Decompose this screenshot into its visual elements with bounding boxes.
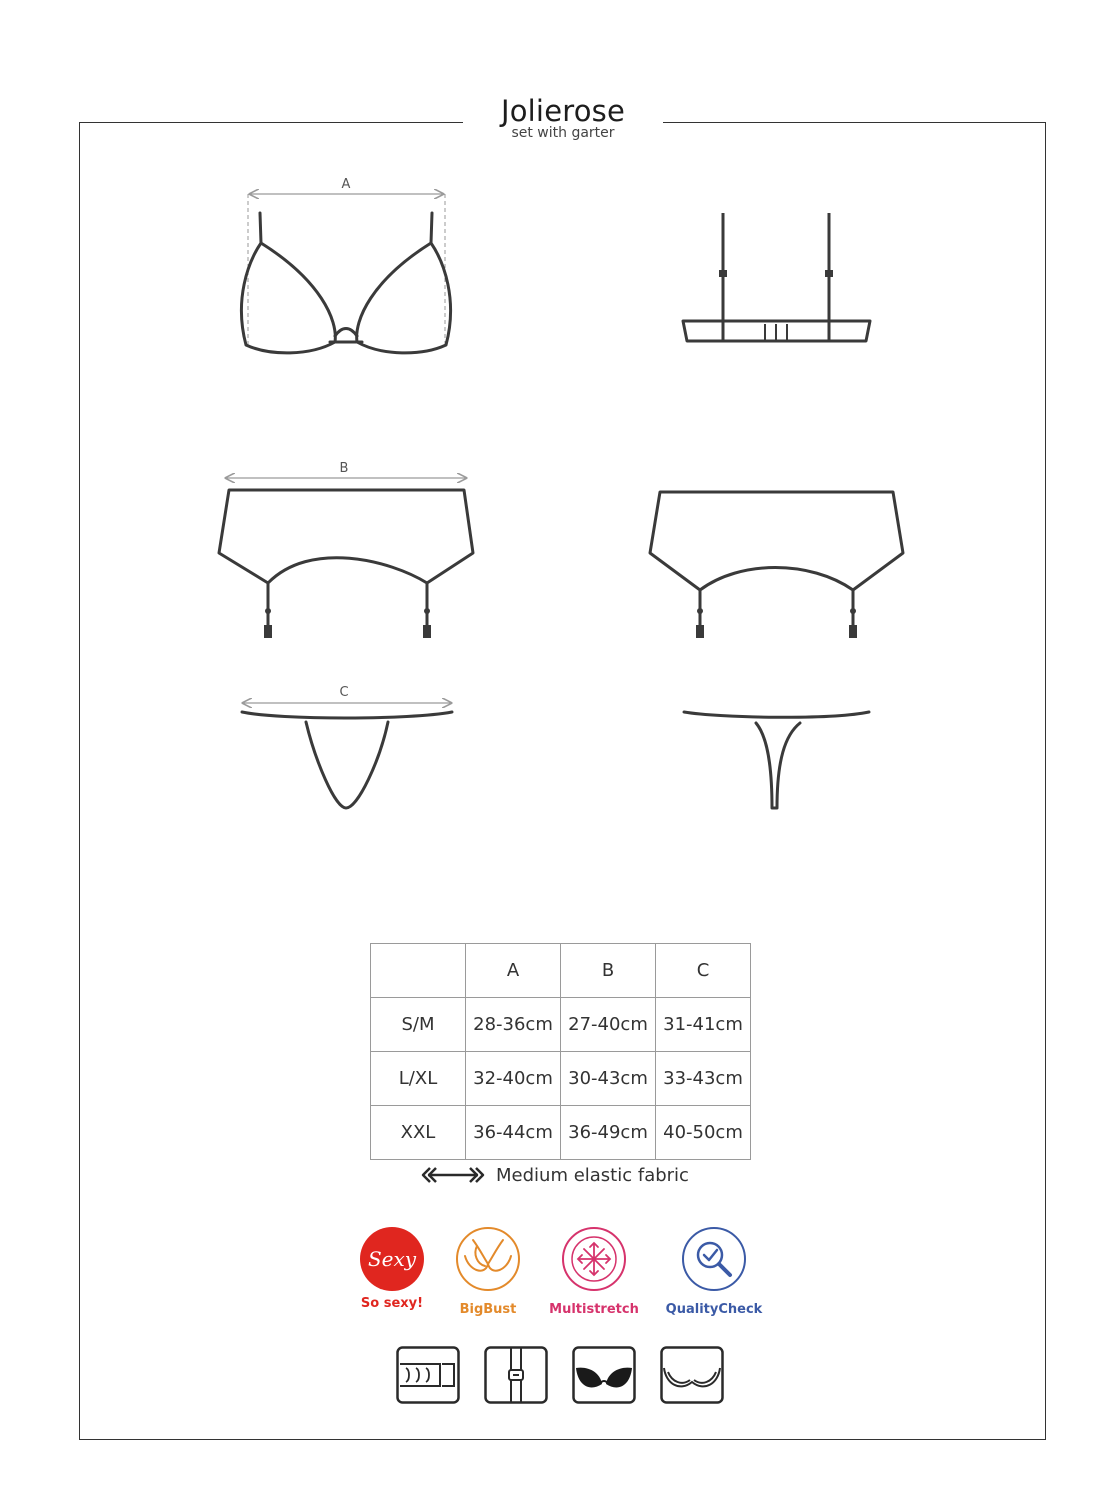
garter-back-drawing bbox=[650, 492, 903, 638]
table-row bbox=[371, 1052, 751, 1106]
hook-closure-icon bbox=[396, 1346, 460, 1404]
table-header-cell: C bbox=[656, 944, 751, 998]
product-title: Jolierose bbox=[500, 94, 626, 128]
table-cell: 40-50cm bbox=[656, 1106, 751, 1160]
size-cell: XXL bbox=[371, 1106, 466, 1160]
table-header-cell bbox=[371, 944, 466, 998]
badge-qualitycheck bbox=[659, 1226, 769, 1317]
strap-adjuster-icon bbox=[484, 1346, 548, 1404]
bigbust-icon bbox=[455, 1226, 521, 1292]
table-cell: 31-41cm bbox=[656, 998, 751, 1052]
table-cell: 36-44cm bbox=[466, 1106, 561, 1160]
bra-front-drawing bbox=[241, 177, 450, 353]
table-cell: 32-40cm bbox=[466, 1052, 561, 1106]
product-subtitle: set with garter bbox=[511, 125, 615, 141]
size-cell: S/M bbox=[371, 998, 466, 1052]
badge-so-sexy bbox=[337, 1226, 447, 1311]
table-row bbox=[371, 998, 751, 1052]
thong-back-drawing bbox=[684, 712, 869, 808]
badge-bigbust bbox=[433, 1226, 543, 1317]
double-arrow-icon bbox=[420, 1165, 486, 1185]
fabric-note bbox=[420, 1162, 689, 1188]
size-cell: L/XL bbox=[371, 1052, 466, 1106]
table-cell: 36-49cm bbox=[561, 1106, 656, 1160]
padded-cups-icon bbox=[572, 1346, 636, 1404]
qualitycheck-icon bbox=[681, 1226, 747, 1292]
garter-front-drawing bbox=[219, 461, 473, 638]
table-header-cell: A bbox=[466, 944, 561, 998]
fabric-label: Medium elastic fabric bbox=[496, 1164, 689, 1186]
table-header-row bbox=[371, 944, 751, 998]
table-cell: 30-43cm bbox=[561, 1052, 656, 1106]
sexy-icon bbox=[359, 1226, 425, 1292]
measure-b-label: B bbox=[339, 461, 349, 476]
table-cell: 28-36cm bbox=[466, 998, 561, 1052]
table-cell: 33-43cm bbox=[656, 1052, 751, 1106]
table-header-cell: B bbox=[561, 944, 656, 998]
bra-back-drawing bbox=[683, 213, 870, 341]
measure-c-label: C bbox=[339, 685, 349, 700]
table-row bbox=[371, 1106, 751, 1160]
svg-text:Sexy: Sexy bbox=[367, 1247, 417, 1271]
badge-label: BigBust bbox=[459, 1302, 517, 1317]
underwire-icon bbox=[660, 1346, 724, 1404]
badge-label: QualityCheck bbox=[665, 1302, 763, 1317]
measure-a-label: A bbox=[341, 177, 351, 192]
thong-front-drawing bbox=[242, 685, 452, 808]
table-cell: 27-40cm bbox=[561, 998, 656, 1052]
size-table bbox=[370, 943, 751, 1160]
multistretch-icon bbox=[561, 1226, 627, 1292]
badge-label: Multistretch bbox=[549, 1302, 639, 1317]
badge-multistretch bbox=[539, 1226, 649, 1317]
badge-label: So sexy! bbox=[360, 1296, 424, 1311]
